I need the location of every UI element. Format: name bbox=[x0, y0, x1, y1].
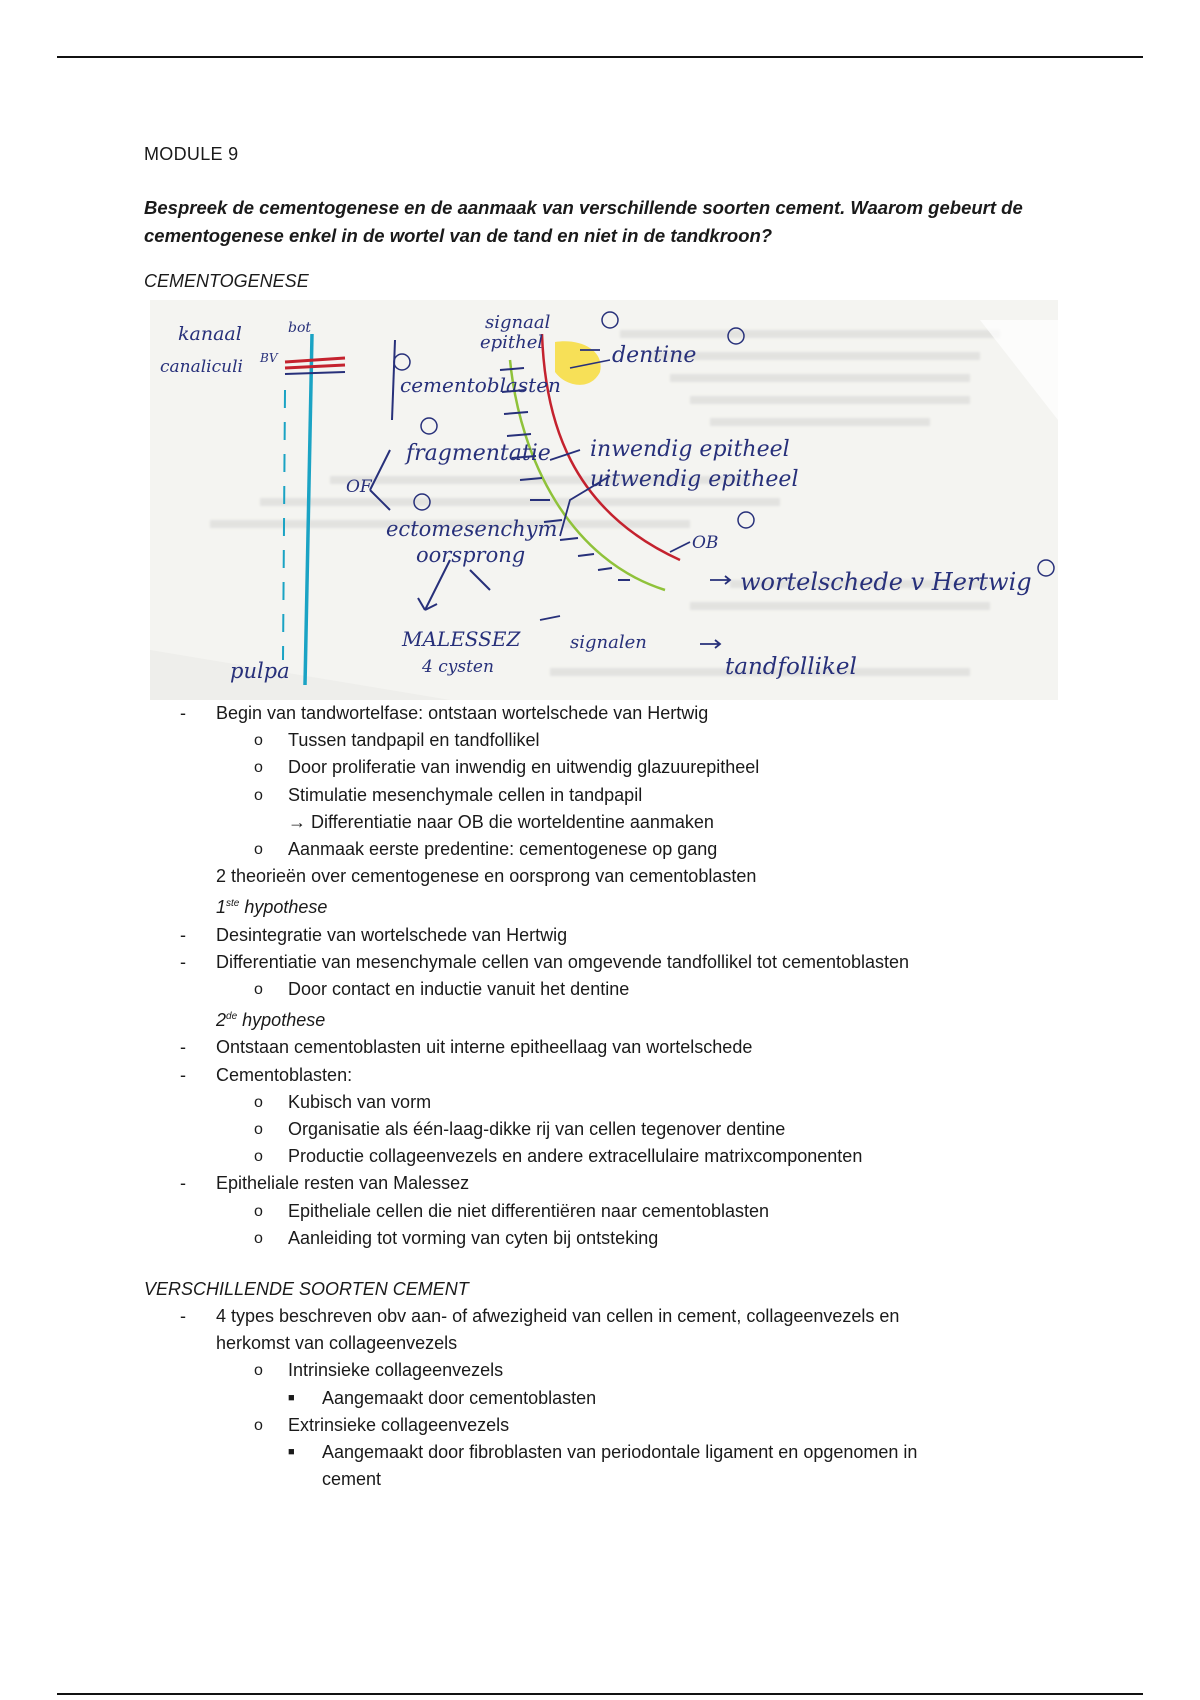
label-epithel: epithel bbox=[480, 332, 544, 353]
list-item-text: Door proliferatie van inwendig en uitwendig glazuurepitheel bbox=[288, 757, 760, 778]
label-canaliculi: canaliculi bbox=[160, 357, 243, 377]
label-bv: BV bbox=[260, 351, 278, 365]
bullet-marker: - bbox=[180, 951, 186, 972]
label-kanaal: kanaal bbox=[178, 323, 242, 345]
label-uitwendig-epitheel: uitwendig epitheel bbox=[590, 467, 799, 492]
list-item bbox=[144, 1116, 1064, 1143]
list-soorten-cement bbox=[144, 1303, 1064, 1493]
bullet-marker: o bbox=[254, 759, 263, 777]
label-os: OB bbox=[692, 533, 719, 553]
list-item bbox=[144, 1466, 1064, 1493]
list-item bbox=[144, 1143, 1064, 1170]
document-body bbox=[144, 144, 1064, 1493]
label-malessez: MALESSEZ bbox=[402, 627, 521, 651]
list-item bbox=[144, 1170, 1064, 1197]
header-rule bbox=[57, 56, 1143, 58]
list-item-text: Aanmaak eerste predentine: cementogenese op gang bbox=[288, 839, 718, 860]
list-item bbox=[144, 1198, 1064, 1225]
list-item-text: Kubisch van vorm bbox=[288, 1091, 432, 1112]
label-oorsprong: oorsprong bbox=[416, 543, 526, 567]
list-item-text: Intrinsieke collageenvezels bbox=[288, 1360, 504, 1381]
module-heading: MODULE 9 bbox=[144, 144, 239, 164]
bullet-marker: ■ bbox=[288, 1391, 295, 1404]
list-item bbox=[144, 1439, 1064, 1466]
bullet-marker: o bbox=[254, 1148, 263, 1166]
list-item-text: Door contact en inductie vanuit het dentine bbox=[288, 979, 630, 1000]
list-item bbox=[144, 1412, 1064, 1439]
list-item-text: Ontstaan cementoblasten uit interne epitheellaag van wortelschede bbox=[216, 1037, 753, 1058]
list-item-text: 4 types beschreven obv aan- of afwezigheid van cellen in cement, collageenvezels en bbox=[216, 1306, 900, 1327]
bullet-marker: o bbox=[254, 1416, 263, 1434]
list-item-text: Tussen tandpapil en tandfollikel bbox=[288, 730, 540, 751]
label-wortelschede: wortelschede v Hertwig bbox=[740, 568, 1032, 596]
list-item-text: Productie collageenvezels en andere extracellulaire matrixcomponenten bbox=[288, 1146, 863, 1167]
label-signaal: signaal bbox=[485, 312, 551, 333]
list-item bbox=[144, 1330, 1064, 1357]
bullet-marker: o bbox=[254, 786, 263, 804]
label-cementoblasten: cementoblasten bbox=[400, 373, 561, 397]
list-item-text: Aangemaakt door cementoblasten bbox=[322, 1387, 597, 1408]
bullet-marker: - bbox=[180, 1064, 186, 1085]
list-item bbox=[144, 754, 1064, 781]
list-item-text: Epitheliale resten van Malessez bbox=[216, 1173, 470, 1194]
label-fragmentatie: fragmentatie bbox=[406, 441, 551, 466]
list-item-text: herkomst van collageenvezels bbox=[216, 1333, 458, 1354]
list-item-text: Desintegratie van wortelschede van Hertwig bbox=[216, 924, 568, 945]
list-item bbox=[144, 976, 1064, 1003]
list-item-text: cement bbox=[322, 1469, 382, 1490]
list-item bbox=[144, 1089, 1064, 1116]
list-item bbox=[144, 700, 1064, 727]
label-pulpa: pulpa bbox=[230, 659, 290, 683]
list-item bbox=[144, 836, 1064, 863]
bullet-marker: - bbox=[180, 1173, 186, 1194]
list-item bbox=[144, 1034, 1064, 1061]
bullet-marker: o bbox=[254, 1202, 263, 1220]
list-item-text: Epitheliale cellen die niet differentiëren naar cementoblasten bbox=[288, 1200, 769, 1221]
label-cysten: 4 cysten bbox=[422, 657, 494, 677]
list-wortelschede bbox=[144, 700, 1064, 863]
footer-rule bbox=[57, 1693, 1143, 1695]
hypothesis-2-heading: 2de hypothese bbox=[216, 1010, 326, 1031]
bullet-marker: - bbox=[180, 1037, 186, 1058]
list-item-text: Aangemaakt door fibroblasten van periodontale ligament en opgenomen in bbox=[322, 1442, 918, 1463]
list-hypothesis-2 bbox=[144, 1034, 1064, 1252]
bullet-marker: o bbox=[254, 1362, 263, 1380]
list-item bbox=[144, 949, 1064, 976]
list-item-text: Begin van tandwortelfase: ontstaan wortelschede van Hertwig bbox=[216, 703, 709, 723]
label-ectomesenchym: ectomesenchym bbox=[386, 517, 558, 541]
label-bot: bot bbox=[288, 320, 312, 336]
list-item bbox=[144, 1303, 1064, 1330]
list-item bbox=[144, 1062, 1064, 1089]
bullet-marker: - bbox=[180, 924, 186, 945]
label-signalen: signalen bbox=[570, 632, 647, 653]
list-item bbox=[144, 727, 1064, 754]
list-item-text: Differentiatie van mesenchymale cellen van omgevende tandfollikel tot cementoblasten bbox=[216, 951, 910, 972]
exam-question: Bespreek de cementogenese en de aanmaak van verschillende soorten cement. Waarom gebeurt de cementogenese enkel in de wortel van de tand en niet in de tandkroon? bbox=[144, 197, 1023, 246]
bullet-marker: o bbox=[254, 1121, 263, 1139]
bullet-marker: ■ bbox=[288, 1446, 295, 1459]
label-inwendig-epitheel: inwendig epitheel bbox=[590, 437, 790, 462]
list-item-text: Cementoblasten: bbox=[216, 1064, 353, 1085]
label-tandfollikel: tandfollikel bbox=[725, 654, 857, 680]
diagram-svg bbox=[150, 300, 1058, 700]
section-title-cementogenese: CEMENTOGENESE bbox=[144, 271, 309, 291]
bullet-marker: o bbox=[254, 732, 263, 750]
label-dentine: dentine bbox=[612, 343, 697, 368]
list-item-text: Stimulatie mesenchymale cellen in tandpapil bbox=[288, 784, 643, 805]
list-item-text: Extrinsieke collageenvezels bbox=[288, 1414, 510, 1435]
label-of: OF bbox=[346, 477, 372, 497]
section-title-soorten-cement: VERSCHILLENDE SOORTEN CEMENT bbox=[144, 1279, 469, 1300]
list-item bbox=[144, 1357, 1064, 1384]
list-item bbox=[144, 922, 1064, 949]
list-item bbox=[144, 1385, 1064, 1412]
handwritten-diagram bbox=[150, 300, 1058, 700]
list-item-text: → Differentiatie naar OB die worteldentine aanmaken bbox=[288, 811, 714, 832]
bullet-marker: o bbox=[254, 841, 263, 859]
list-item-text: Aanleiding tot vorming van cyten bij ontsteking bbox=[288, 1227, 659, 1248]
list-item bbox=[144, 809, 1064, 836]
list-item bbox=[144, 782, 1064, 809]
bullet-marker: o bbox=[254, 1229, 263, 1247]
bullet-marker: - bbox=[180, 703, 186, 723]
theories-line: 2 theorieën over cementogenese en oorsprong van cementoblasten bbox=[216, 866, 757, 887]
bullet-marker: o bbox=[254, 981, 263, 999]
bullet-marker: o bbox=[254, 1093, 263, 1111]
list-hypothesis-1 bbox=[144, 922, 1064, 1004]
list-item bbox=[144, 1225, 1064, 1252]
hypothesis-1-heading: 1ste hypothese bbox=[216, 897, 328, 918]
bullet-marker: - bbox=[180, 1306, 186, 1327]
list-item-text: Organisatie als één-laag-dikke rij van cellen tegenover dentine bbox=[288, 1119, 786, 1140]
